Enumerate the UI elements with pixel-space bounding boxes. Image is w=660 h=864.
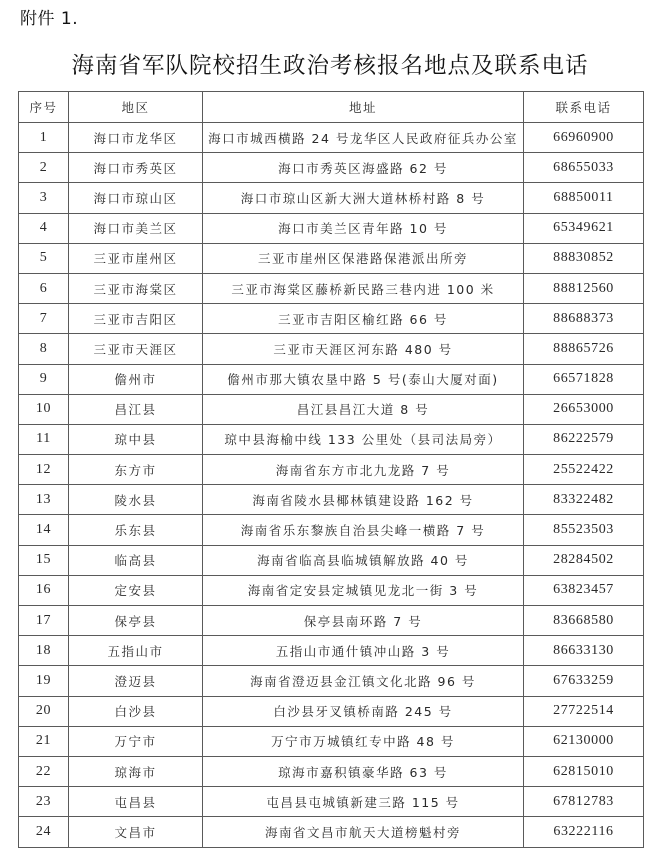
row-no: 9 <box>19 364 69 394</box>
row-phone: 88812560 <box>524 273 644 303</box>
table-row <box>19 756 644 786</box>
row-no: 17 <box>19 606 69 636</box>
row-phone: 65349621 <box>524 213 644 243</box>
row-phone: 66960900 <box>524 123 644 153</box>
table-row <box>19 575 644 605</box>
row-region: 昌江县 <box>69 394 203 424</box>
row-region: 临高县 <box>69 545 203 575</box>
row-region: 定安县 <box>69 575 203 605</box>
row-region: 儋州市 <box>69 364 203 394</box>
table-header-row <box>19 92 644 123</box>
table-row <box>19 666 644 696</box>
row-no: 1 <box>19 123 69 153</box>
table-row <box>19 726 644 756</box>
row-region: 海口市琼山区 <box>69 183 203 213</box>
row-no: 4 <box>19 213 69 243</box>
row-address: 海南省澄迈县金江镇文化北路 96 号 <box>203 666 524 696</box>
row-address: 海南省定安县定城镇见龙北一街 3 号 <box>203 575 524 605</box>
row-no: 10 <box>19 394 69 424</box>
row-address: 海南省临高县临城镇解放路 40 号 <box>203 545 524 575</box>
table-row <box>19 183 644 213</box>
table-row <box>19 364 644 394</box>
row-no: 13 <box>19 485 69 515</box>
row-address: 三亚市海棠区藤桥新民路三巷内进 100 米 <box>203 273 524 303</box>
row-address: 海南省文昌市航天大道榜魁村旁 <box>203 817 524 847</box>
row-region: 万宁市 <box>69 726 203 756</box>
row-phone: 86633130 <box>524 636 644 666</box>
table-row <box>19 394 644 424</box>
row-no: 6 <box>19 273 69 303</box>
document-title: 海南省军队院校招生政治考核报名地点及联系电话 <box>71 53 589 79</box>
table-row <box>19 636 644 666</box>
row-no: 11 <box>19 424 69 454</box>
row-address: 三亚市崖州区保港路保港派出所旁 <box>203 243 524 273</box>
table-row <box>19 123 644 153</box>
row-region: 三亚市天涯区 <box>69 334 203 364</box>
row-phone: 67812783 <box>524 787 644 817</box>
row-region: 保亭县 <box>69 606 203 636</box>
row-address: 保亭县南环路 7 号 <box>203 606 524 636</box>
header-no: 序号 <box>19 92 69 123</box>
row-phone: 86222579 <box>524 424 644 454</box>
table-row <box>19 243 644 273</box>
row-no: 15 <box>19 545 69 575</box>
row-address: 琼海市嘉积镇豪华路 63 号 <box>203 756 524 786</box>
row-address: 海口市秀英区海盛路 62 号 <box>203 153 524 183</box>
table-row <box>19 787 644 817</box>
attachment-label: 附件 1. <box>20 9 79 29</box>
row-phone: 83322482 <box>524 485 644 515</box>
table-row <box>19 485 644 515</box>
table-row <box>19 273 644 303</box>
row-region: 屯昌县 <box>69 787 203 817</box>
row-region: 琼中县 <box>69 424 203 454</box>
row-phone: 66571828 <box>524 364 644 394</box>
table-row <box>19 213 644 243</box>
row-phone: 88688373 <box>524 304 644 334</box>
row-phone: 83668580 <box>524 606 644 636</box>
row-region: 文昌市 <box>69 817 203 847</box>
row-no: 14 <box>19 515 69 545</box>
table-row <box>19 606 644 636</box>
header-address: 地址 <box>203 92 524 123</box>
row-region: 三亚市崖州区 <box>69 243 203 273</box>
table-row <box>19 817 644 847</box>
row-region: 东方市 <box>69 455 203 485</box>
row-phone: 26653000 <box>524 394 644 424</box>
header-phone: 联系电话 <box>524 92 644 123</box>
row-phone: 68850011 <box>524 183 644 213</box>
row-no: 5 <box>19 243 69 273</box>
row-address: 儋州市那大镇农垦中路 5 号(泰山大厦对面) <box>203 364 524 394</box>
row-no: 7 <box>19 304 69 334</box>
row-phone: 68655033 <box>524 153 644 183</box>
row-phone: 88830852 <box>524 243 644 273</box>
table-body <box>19 123 644 848</box>
row-phone: 62130000 <box>524 726 644 756</box>
row-region: 海口市秀英区 <box>69 153 203 183</box>
row-no: 16 <box>19 575 69 605</box>
row-address: 琼中县海榆中线 133 公里处（县司法局旁） <box>203 424 524 454</box>
row-address: 海南省陵水县椰林镇建设路 162 号 <box>203 485 524 515</box>
row-address: 昌江县昌江大道 8 号 <box>203 394 524 424</box>
table-row <box>19 515 644 545</box>
row-address: 万宁市万城镇红专中路 48 号 <box>203 726 524 756</box>
row-no: 18 <box>19 636 69 666</box>
row-address: 海口市琼山区新大洲大道林桥村路 8 号 <box>203 183 524 213</box>
row-no: 24 <box>19 817 69 847</box>
table-row <box>19 696 644 726</box>
row-region: 三亚市吉阳区 <box>69 304 203 334</box>
row-address: 三亚市吉阳区榆红路 66 号 <box>203 304 524 334</box>
row-region: 五指山市 <box>69 636 203 666</box>
row-phone: 25522422 <box>524 455 644 485</box>
row-address: 海口市城西横路 24 号龙华区人民政府征兵办公室 <box>203 123 524 153</box>
row-no: 8 <box>19 334 69 364</box>
row-phone: 63823457 <box>524 575 644 605</box>
table-row <box>19 153 644 183</box>
row-region: 海口市龙华区 <box>69 123 203 153</box>
row-address: 海南省乐东黎族自治县尖峰一横路 7 号 <box>203 515 524 545</box>
row-region: 三亚市海棠区 <box>69 273 203 303</box>
row-phone: 27722514 <box>524 696 644 726</box>
header-region: 地区 <box>69 92 203 123</box>
row-address: 三亚市天涯区河东路 480 号 <box>203 334 524 364</box>
row-no: 20 <box>19 696 69 726</box>
row-address: 海口市美兰区青年路 10 号 <box>203 213 524 243</box>
row-no: 23 <box>19 787 69 817</box>
row-no: 19 <box>19 666 69 696</box>
table-row <box>19 424 644 454</box>
row-phone: 67633259 <box>524 666 644 696</box>
row-no: 3 <box>19 183 69 213</box>
row-phone: 85523503 <box>524 515 644 545</box>
row-address: 五指山市通什镇冲山路 3 号 <box>203 636 524 666</box>
contact-table <box>18 91 644 848</box>
row-region: 琼海市 <box>69 756 203 786</box>
row-region: 陵水县 <box>69 485 203 515</box>
row-region: 海口市美兰区 <box>69 213 203 243</box>
row-region: 澄迈县 <box>69 666 203 696</box>
table-row <box>19 545 644 575</box>
row-phone: 62815010 <box>524 756 644 786</box>
row-region: 乐东县 <box>69 515 203 545</box>
row-phone: 63222116 <box>524 817 644 847</box>
row-phone: 28284502 <box>524 545 644 575</box>
table-row <box>19 334 644 364</box>
table-row <box>19 455 644 485</box>
row-no: 12 <box>19 455 69 485</box>
row-address: 海南省东方市北九龙路 7 号 <box>203 455 524 485</box>
row-address: 屯昌县屯城镇新建三路 115 号 <box>203 787 524 817</box>
row-no: 21 <box>19 726 69 756</box>
row-no: 22 <box>19 756 69 786</box>
row-phone: 88865726 <box>524 334 644 364</box>
row-region: 白沙县 <box>69 696 203 726</box>
row-no: 2 <box>19 153 69 183</box>
table-row <box>19 304 644 334</box>
row-address: 白沙县牙叉镇桥南路 245 号 <box>203 696 524 726</box>
